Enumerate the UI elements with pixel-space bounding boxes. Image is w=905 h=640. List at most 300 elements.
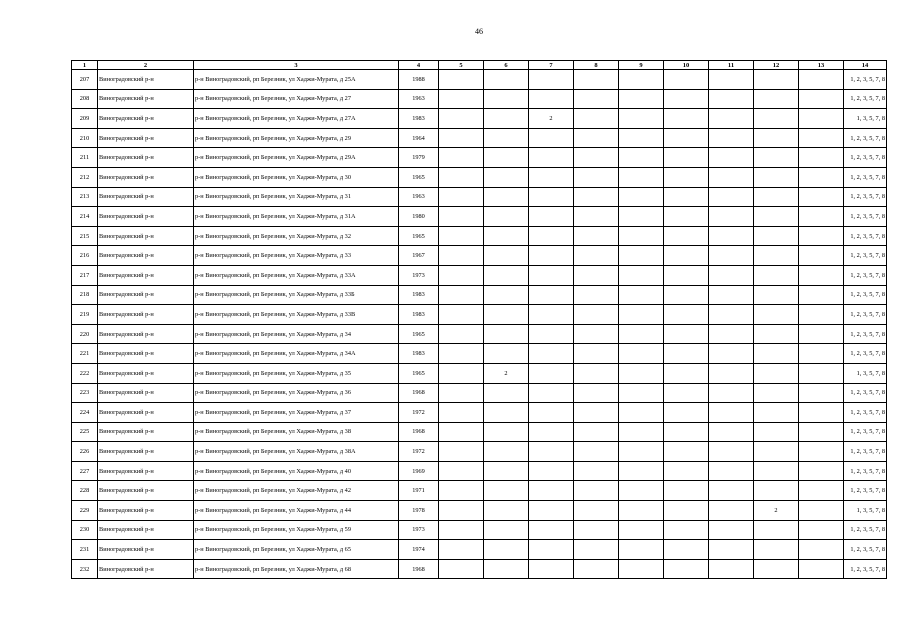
column-7-cell <box>529 207 574 227</box>
column-8-cell <box>574 265 619 285</box>
column-6-cell <box>484 559 529 579</box>
header-row <box>72 61 887 70</box>
column-11-cell <box>709 226 754 246</box>
column-13-cell <box>799 305 844 325</box>
column-5-cell <box>439 128 484 148</box>
column-11-cell <box>709 559 754 579</box>
column-7-cell <box>529 128 574 148</box>
column-7-cell <box>529 540 574 560</box>
column-6-cell <box>484 167 529 187</box>
district-cell: Виноградовский р-н <box>98 109 194 129</box>
column-9-cell <box>619 167 664 187</box>
codes-cell: 1, 2, 3, 5, 7, 8 <box>844 344 887 364</box>
address-cell: р-н Виноградовский, рп Березник, ул Хаджи-Мурата, д 38 <box>194 422 399 442</box>
column-5-cell <box>439 226 484 246</box>
column-12-cell: 2 <box>754 501 799 521</box>
year-cell: 1968 <box>399 422 439 442</box>
row-number-cell: 232 <box>72 559 98 579</box>
address-cell: р-н Виноградовский, рп Березник, ул Хаджи-Мурата, д 36 <box>194 383 399 403</box>
column-10-cell <box>664 265 709 285</box>
column-11-cell <box>709 403 754 423</box>
year-cell: 1974 <box>399 540 439 560</box>
column-5-cell <box>439 89 484 109</box>
codes-cell: 1, 2, 3, 5, 7, 8 <box>844 403 887 423</box>
column-7-cell <box>529 344 574 364</box>
column-8-cell <box>574 70 619 90</box>
column-10-cell <box>664 305 709 325</box>
address-cell: р-н Виноградовский, рп Березник, ул Хаджи-Мурата, д 65 <box>194 540 399 560</box>
address-cell: р-н Виноградовский, рп Березник, ул Хаджи-Мурата, д 31 <box>194 187 399 207</box>
column-7-cell <box>529 70 574 90</box>
column-8-cell <box>574 481 619 501</box>
column-12-cell <box>754 89 799 109</box>
column-9-cell <box>619 187 664 207</box>
column-13-cell <box>799 89 844 109</box>
table-body <box>72 70 887 579</box>
codes-cell: 1, 2, 3, 5, 7, 8 <box>844 481 887 501</box>
column-8-cell <box>574 422 619 442</box>
column-13-cell <box>799 187 844 207</box>
table-row <box>72 305 887 325</box>
column-8-cell <box>574 442 619 462</box>
column-6-cell <box>484 344 529 364</box>
column-10-cell <box>664 363 709 383</box>
column-13-cell <box>799 559 844 579</box>
row-number-cell: 215 <box>72 226 98 246</box>
table-row <box>72 403 887 423</box>
column-7-cell <box>529 501 574 521</box>
table-row <box>72 520 887 540</box>
address-cell: р-н Виноградовский, рп Березник, ул Хаджи-Мурата, д 30 <box>194 167 399 187</box>
row-number-cell: 219 <box>72 305 98 325</box>
row-number-cell: 220 <box>72 324 98 344</box>
row-number-cell: 221 <box>72 344 98 364</box>
column-9-cell <box>619 520 664 540</box>
table-row <box>72 167 887 187</box>
year-cell: 1971 <box>399 481 439 501</box>
column-5-cell <box>439 383 484 403</box>
address-cell: р-н Виноградовский, рп Березник, ул Хаджи-Мурата, д 33Б <box>194 285 399 305</box>
column-9-cell <box>619 128 664 148</box>
column-11-cell <box>709 128 754 148</box>
column-7-cell <box>529 324 574 344</box>
row-number-cell: 216 <box>72 246 98 266</box>
row-number-cell: 207 <box>72 70 98 90</box>
column-9-cell <box>619 442 664 462</box>
column-8-cell <box>574 109 619 129</box>
column-13-cell <box>799 246 844 266</box>
row-number-cell: 218 <box>72 285 98 305</box>
district-cell: Виноградовский р-н <box>98 207 194 227</box>
column-12-cell <box>754 187 799 207</box>
column-5-cell <box>439 167 484 187</box>
address-cell: р-н Виноградовский, рп Березник, ул Хаджи-Мурата, д 29А <box>194 148 399 168</box>
column-7-cell <box>529 148 574 168</box>
address-cell: р-н Виноградовский, рп Березник, ул Хаджи-Мурата, д 31А <box>194 207 399 227</box>
year-cell: 1983 <box>399 344 439 364</box>
column-5-cell <box>439 207 484 227</box>
column-6-cell <box>484 285 529 305</box>
column-12-cell <box>754 403 799 423</box>
column-5-cell <box>439 344 484 364</box>
district-cell: Виноградовский р-н <box>98 481 194 501</box>
column-10-cell <box>664 540 709 560</box>
column-11-cell <box>709 167 754 187</box>
column-9-cell <box>619 305 664 325</box>
column-header-10: 10 <box>664 61 709 70</box>
district-cell: Виноградовский р-н <box>98 305 194 325</box>
district-cell: Виноградовский р-н <box>98 501 194 521</box>
address-cell: р-н Виноградовский, рп Березник, ул Хаджи-Мурата, д 32 <box>194 226 399 246</box>
column-6-cell: 2 <box>484 363 529 383</box>
year-cell: 1979 <box>399 148 439 168</box>
column-9-cell <box>619 324 664 344</box>
column-9-cell <box>619 226 664 246</box>
column-5-cell <box>439 265 484 285</box>
column-10-cell <box>664 128 709 148</box>
column-9-cell <box>619 285 664 305</box>
district-cell: Виноградовский р-н <box>98 442 194 462</box>
row-number-cell: 210 <box>72 128 98 148</box>
address-cell: р-н Виноградовский, рп Березник, ул Хаджи-Мурата, д 59 <box>194 520 399 540</box>
year-cell: 1963 <box>399 89 439 109</box>
column-9-cell <box>619 461 664 481</box>
district-cell: Виноградовский р-н <box>98 540 194 560</box>
codes-cell: 1, 2, 3, 5, 7, 8 <box>844 305 887 325</box>
column-10-cell <box>664 187 709 207</box>
column-5-cell <box>439 148 484 168</box>
column-13-cell <box>799 344 844 364</box>
district-cell: Виноградовский р-н <box>98 403 194 423</box>
column-10-cell <box>664 226 709 246</box>
year-cell: 1988 <box>399 70 439 90</box>
column-8-cell <box>574 324 619 344</box>
column-10-cell <box>664 246 709 266</box>
column-13-cell <box>799 167 844 187</box>
codes-cell: 1, 2, 3, 5, 7, 8 <box>844 461 887 481</box>
column-header-2: 2 <box>98 61 194 70</box>
column-6-cell <box>484 226 529 246</box>
column-12-cell <box>754 70 799 90</box>
table-row <box>72 109 887 129</box>
column-12-cell <box>754 167 799 187</box>
column-13-cell <box>799 501 844 521</box>
district-cell: Виноградовский р-н <box>98 246 194 266</box>
column-7-cell: 2 <box>529 109 574 129</box>
column-12-cell <box>754 559 799 579</box>
row-number-cell: 214 <box>72 207 98 227</box>
row-number-cell: 226 <box>72 442 98 462</box>
column-12-cell <box>754 383 799 403</box>
row-number-cell: 230 <box>72 520 98 540</box>
column-header-11: 11 <box>709 61 754 70</box>
codes-cell: 1, 2, 3, 5, 7, 8 <box>844 246 887 266</box>
column-8-cell <box>574 167 619 187</box>
row-number-cell: 213 <box>72 187 98 207</box>
column-12-cell <box>754 305 799 325</box>
year-cell: 1983 <box>399 285 439 305</box>
column-6-cell <box>484 324 529 344</box>
column-header-14: 14 <box>844 61 887 70</box>
column-12-cell <box>754 344 799 364</box>
year-cell: 1983 <box>399 109 439 129</box>
column-10-cell <box>664 167 709 187</box>
column-12-cell <box>754 520 799 540</box>
district-cell: Виноградовский р-н <box>98 128 194 148</box>
column-6-cell <box>484 501 529 521</box>
column-7-cell <box>529 520 574 540</box>
column-header-3: 3 <box>194 61 399 70</box>
table-row <box>72 89 887 109</box>
district-cell: Виноградовский р-н <box>98 265 194 285</box>
table-row <box>72 422 887 442</box>
table-row <box>72 559 887 579</box>
column-8-cell <box>574 226 619 246</box>
column-12-cell <box>754 285 799 305</box>
column-11-cell <box>709 70 754 90</box>
column-5-cell <box>439 403 484 423</box>
column-header-6: 6 <box>484 61 529 70</box>
table-row <box>72 207 887 227</box>
column-12-cell <box>754 207 799 227</box>
column-6-cell <box>484 207 529 227</box>
table-row <box>72 187 887 207</box>
column-6-cell <box>484 128 529 148</box>
column-13-cell <box>799 285 844 305</box>
column-8-cell <box>574 128 619 148</box>
column-10-cell <box>664 148 709 168</box>
district-cell: Виноградовский р-н <box>98 520 194 540</box>
column-13-cell <box>799 422 844 442</box>
column-11-cell <box>709 442 754 462</box>
column-7-cell <box>529 226 574 246</box>
table-row <box>72 265 887 285</box>
table-row <box>72 226 887 246</box>
column-6-cell <box>484 187 529 207</box>
column-10-cell <box>664 501 709 521</box>
column-6-cell <box>484 109 529 129</box>
column-6-cell <box>484 246 529 266</box>
codes-cell: 1, 2, 3, 5, 7, 8 <box>844 442 887 462</box>
year-cell: 1973 <box>399 520 439 540</box>
codes-cell: 1, 3, 5, 7, 8 <box>844 363 887 383</box>
column-7-cell <box>529 167 574 187</box>
column-6-cell <box>484 461 529 481</box>
column-8-cell <box>574 207 619 227</box>
column-7-cell <box>529 305 574 325</box>
year-cell: 1980 <box>399 207 439 227</box>
row-number-cell: 217 <box>72 265 98 285</box>
column-8-cell <box>574 305 619 325</box>
column-9-cell <box>619 109 664 129</box>
column-13-cell <box>799 324 844 344</box>
table-row <box>72 383 887 403</box>
codes-cell: 1, 2, 3, 5, 7, 8 <box>844 383 887 403</box>
column-13-cell <box>799 207 844 227</box>
year-cell: 1972 <box>399 403 439 423</box>
column-10-cell <box>664 324 709 344</box>
column-10-cell <box>664 442 709 462</box>
codes-cell: 1, 2, 3, 5, 7, 8 <box>844 89 887 109</box>
codes-cell: 1, 2, 3, 5, 7, 8 <box>844 207 887 227</box>
year-cell: 1978 <box>399 501 439 521</box>
column-7-cell <box>529 246 574 266</box>
column-header-5: 5 <box>439 61 484 70</box>
column-8-cell <box>574 461 619 481</box>
column-5-cell <box>439 109 484 129</box>
column-11-cell <box>709 187 754 207</box>
column-11-cell <box>709 89 754 109</box>
column-11-cell <box>709 422 754 442</box>
column-5-cell <box>439 461 484 481</box>
column-7-cell <box>529 461 574 481</box>
address-cell: р-н Виноградовский, рп Березник, ул Хаджи-Мурата, д 35 <box>194 363 399 383</box>
column-8-cell <box>574 187 619 207</box>
table-row <box>72 461 887 481</box>
column-5-cell <box>439 442 484 462</box>
column-12-cell <box>754 246 799 266</box>
column-9-cell <box>619 207 664 227</box>
address-cell: р-н Виноградовский, рп Березник, ул Хаджи-Мурата, д 33А <box>194 265 399 285</box>
district-cell: Виноградовский р-н <box>98 383 194 403</box>
column-13-cell <box>799 128 844 148</box>
district-cell: Виноградовский р-н <box>98 167 194 187</box>
column-8-cell <box>574 403 619 423</box>
table-row <box>72 501 887 521</box>
address-cell: р-н Виноградовский, рп Березник, ул Хаджи-Мурата, д 37 <box>194 403 399 423</box>
row-number-cell: 228 <box>72 481 98 501</box>
column-9-cell <box>619 363 664 383</box>
address-cell: р-н Виноградовский, рп Березник, ул Хаджи-Мурата, д 27А <box>194 109 399 129</box>
column-6-cell <box>484 89 529 109</box>
column-10-cell <box>664 559 709 579</box>
column-5-cell <box>439 363 484 383</box>
column-10-cell <box>664 422 709 442</box>
table-row <box>72 363 887 383</box>
row-number-cell: 223 <box>72 383 98 403</box>
column-8-cell <box>574 148 619 168</box>
codes-cell: 1, 2, 3, 5, 7, 8 <box>844 520 887 540</box>
column-11-cell <box>709 344 754 364</box>
year-cell: 1965 <box>399 363 439 383</box>
table-row <box>72 148 887 168</box>
district-cell: Виноградовский р-н <box>98 422 194 442</box>
column-6-cell <box>484 422 529 442</box>
column-10-cell <box>664 403 709 423</box>
district-cell: Виноградовский р-н <box>98 363 194 383</box>
address-cell: р-н Виноградовский, рп Березник, ул Хаджи-Мурата, д 27 <box>194 89 399 109</box>
row-number-cell: 212 <box>72 167 98 187</box>
column-13-cell <box>799 363 844 383</box>
column-10-cell <box>664 89 709 109</box>
table-row <box>72 442 887 462</box>
codes-cell: 1, 2, 3, 5, 7, 8 <box>844 70 887 90</box>
column-6-cell <box>484 383 529 403</box>
column-9-cell <box>619 89 664 109</box>
column-10-cell <box>664 383 709 403</box>
year-cell: 1965 <box>399 167 439 187</box>
column-8-cell <box>574 501 619 521</box>
address-cell: р-н Виноградовский, рп Березник, ул Хаджи-Мурата, д 29 <box>194 128 399 148</box>
column-10-cell <box>664 344 709 364</box>
row-number-cell: 222 <box>72 363 98 383</box>
column-11-cell <box>709 540 754 560</box>
column-13-cell <box>799 403 844 423</box>
column-5-cell <box>439 305 484 325</box>
year-cell: 1969 <box>399 461 439 481</box>
column-6-cell <box>484 403 529 423</box>
column-13-cell <box>799 540 844 560</box>
column-11-cell <box>709 501 754 521</box>
column-10-cell <box>664 520 709 540</box>
column-7-cell <box>529 89 574 109</box>
column-11-cell <box>709 207 754 227</box>
column-7-cell <box>529 442 574 462</box>
table-row <box>72 481 887 501</box>
column-7-cell <box>529 422 574 442</box>
column-header-7: 7 <box>529 61 574 70</box>
column-9-cell <box>619 265 664 285</box>
codes-cell: 1, 2, 3, 5, 7, 8 <box>844 422 887 442</box>
column-13-cell <box>799 148 844 168</box>
column-7-cell <box>529 383 574 403</box>
year-cell: 1967 <box>399 246 439 266</box>
column-header-4: 4 <box>399 61 439 70</box>
column-12-cell <box>754 481 799 501</box>
column-12-cell <box>754 148 799 168</box>
column-5-cell <box>439 559 484 579</box>
column-6-cell <box>484 540 529 560</box>
column-7-cell <box>529 403 574 423</box>
column-12-cell <box>754 442 799 462</box>
column-12-cell <box>754 128 799 148</box>
column-8-cell <box>574 89 619 109</box>
district-cell: Виноградовский р-н <box>98 559 194 579</box>
column-12-cell <box>754 540 799 560</box>
column-8-cell <box>574 520 619 540</box>
column-7-cell <box>529 187 574 207</box>
page-number: 46 <box>475 27 483 36</box>
column-13-cell <box>799 265 844 285</box>
year-cell: 1972 <box>399 442 439 462</box>
row-number-cell: 224 <box>72 403 98 423</box>
district-cell: Виноградовский р-н <box>98 461 194 481</box>
year-cell: 1968 <box>399 559 439 579</box>
address-cell: р-н Виноградовский, рп Березник, ул Хаджи-Мурата, д 33 <box>194 246 399 266</box>
column-11-cell <box>709 324 754 344</box>
column-11-cell <box>709 109 754 129</box>
column-12-cell <box>754 363 799 383</box>
column-7-cell <box>529 363 574 383</box>
year-cell: 1968 <box>399 383 439 403</box>
column-9-cell <box>619 70 664 90</box>
column-11-cell <box>709 520 754 540</box>
column-8-cell <box>574 363 619 383</box>
codes-cell: 1, 2, 3, 5, 7, 8 <box>844 265 887 285</box>
address-cell: р-н Виноградовский, рп Березник, ул Хаджи-Мурата, д 34 <box>194 324 399 344</box>
column-12-cell <box>754 422 799 442</box>
district-cell: Виноградовский р-н <box>98 226 194 246</box>
column-5-cell <box>439 501 484 521</box>
column-10-cell <box>664 285 709 305</box>
column-11-cell <box>709 246 754 266</box>
column-9-cell <box>619 540 664 560</box>
column-5-cell <box>439 540 484 560</box>
table-row <box>72 70 887 90</box>
codes-cell: 1, 2, 3, 5, 7, 8 <box>844 148 887 168</box>
row-number-cell: 225 <box>72 422 98 442</box>
column-12-cell <box>754 226 799 246</box>
